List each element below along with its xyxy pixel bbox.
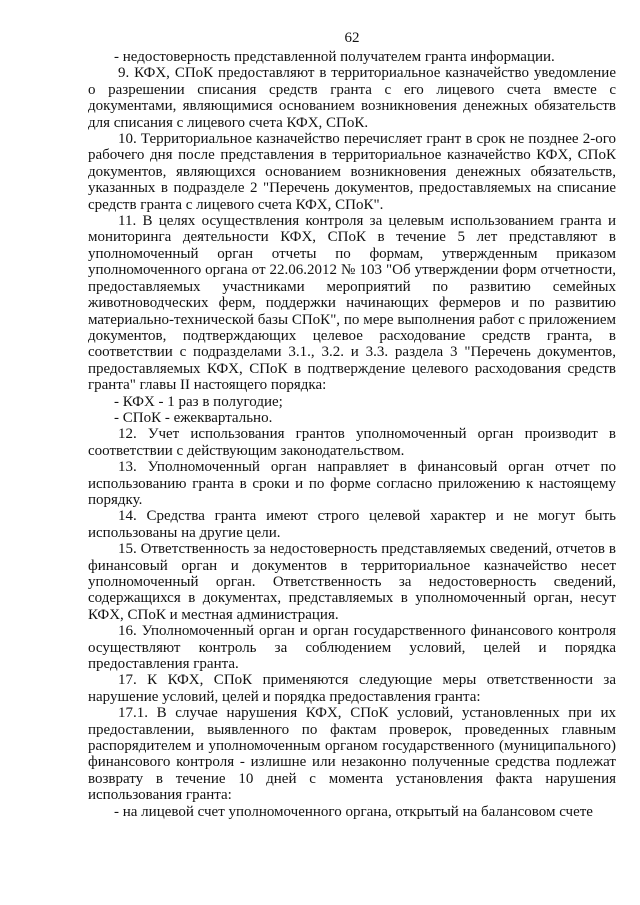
paragraph: 10. Территориальное казначейство перечисляет грант в срок не позднее 2-ого рабочего дня после представления в территориальное казначейство КФХ, СПоК документов, являющихся основанием возникновения денежных обязательств, указанных в подразделе 2 "Перечень документов, предоставляемых на списание средств гранта с лицевого счета КФХ, СПоК". [88, 131, 616, 213]
page-number: 62 [344, 30, 360, 46]
list-item: - СПоК - ежеквартально. [114, 409, 273, 426]
paragraph: 14. Средства гранта имеют строго целевой характер и не могут быть использованы на другие цели. [88, 508, 616, 541]
list-item: - КФХ - 1 раз в полугодие; [114, 393, 283, 410]
paragraph: - недостоверность представленной получателем гранта информации. [114, 49, 555, 65]
paragraph: 17. К КФХ, СПоК применяются следующие меры ответственности за нарушение условий, целей и порядка предоставления гранта: [88, 672, 616, 705]
paragraph: 17.1. В случае нарушения КФХ, СПоК условий, установленных при их предоставлении, выявленного по фактам проверок, проведенных главным распорядителем и уполномоченным органом государственного (муниципального) финансового контроля - излишне или незаконно полученные средства подлежат возврату в течение 10 дней с момента установления факта нарушения использования гранта: [88, 705, 616, 804]
list-item: - на лицевой счет уполномоченного органа, открытый на балансовом счете [114, 803, 593, 820]
paragraph: 13. Уполномоченный орган направляет в финансовый орган отчет по использованию гранта в сроки и по форме согласно приложению к настоящему порядку. [88, 459, 616, 508]
paragraph: 11. В целях осуществления контроля за целевым использованием гранта и мониторинга деятельности КФХ, СПоК в течение 5 лет представляют в уполномоченный орган отчеты по формам, утвержденным приказом уполномоченного органа от 22.06.2012 № 103 "Об утверждении форм отчетности, предоставляемых участниками мероприятий по развитию семейных животноводческих ферм, поддержки начинающих фермеров и по развитию материально-технической базы СПоК", по мере выполнения работ с приложением документов, подтверждающих целевое расходование средств гранта, в соответствии с подразделами 3.1., 3.2. и 3.3. раздела 3 "Перечень документов, предоставляемых КФХ, СПоК в подтверждение целевого расходования средств гранта" главы II настоящего порядка: [88, 213, 616, 394]
paragraph: 15. Ответственность за недостоверность представляемых сведений, отчетов в финансовый орган и документов в территориальное казначейство несет уполномоченный орган. Ответственность за недостоверность сведений, содержащихся в документах, представляемых в уполномоченный орган, несут КФХ, СПоК и местная администрация. [88, 541, 616, 623]
paragraph: 16. Уполномоченный орган и орган государственного финансового контроля осуществляют контроль за соблюдением условий, целей и порядка предоставления гранта. [88, 623, 616, 673]
paragraph: 9. КФХ, СПоК предоставляют в территориальное казначейство уведомление о разрешении списания средств гранта с его лицевого счета вместе с документами, являющимися основанием возникновения денежных обязательств для списания с лицевого счета КФХ, СПоК. [88, 65, 616, 131]
paragraph: 12. Учет использования грантов уполномоченный орган производит в соответствии с действующим законодательством. [88, 426, 616, 459]
